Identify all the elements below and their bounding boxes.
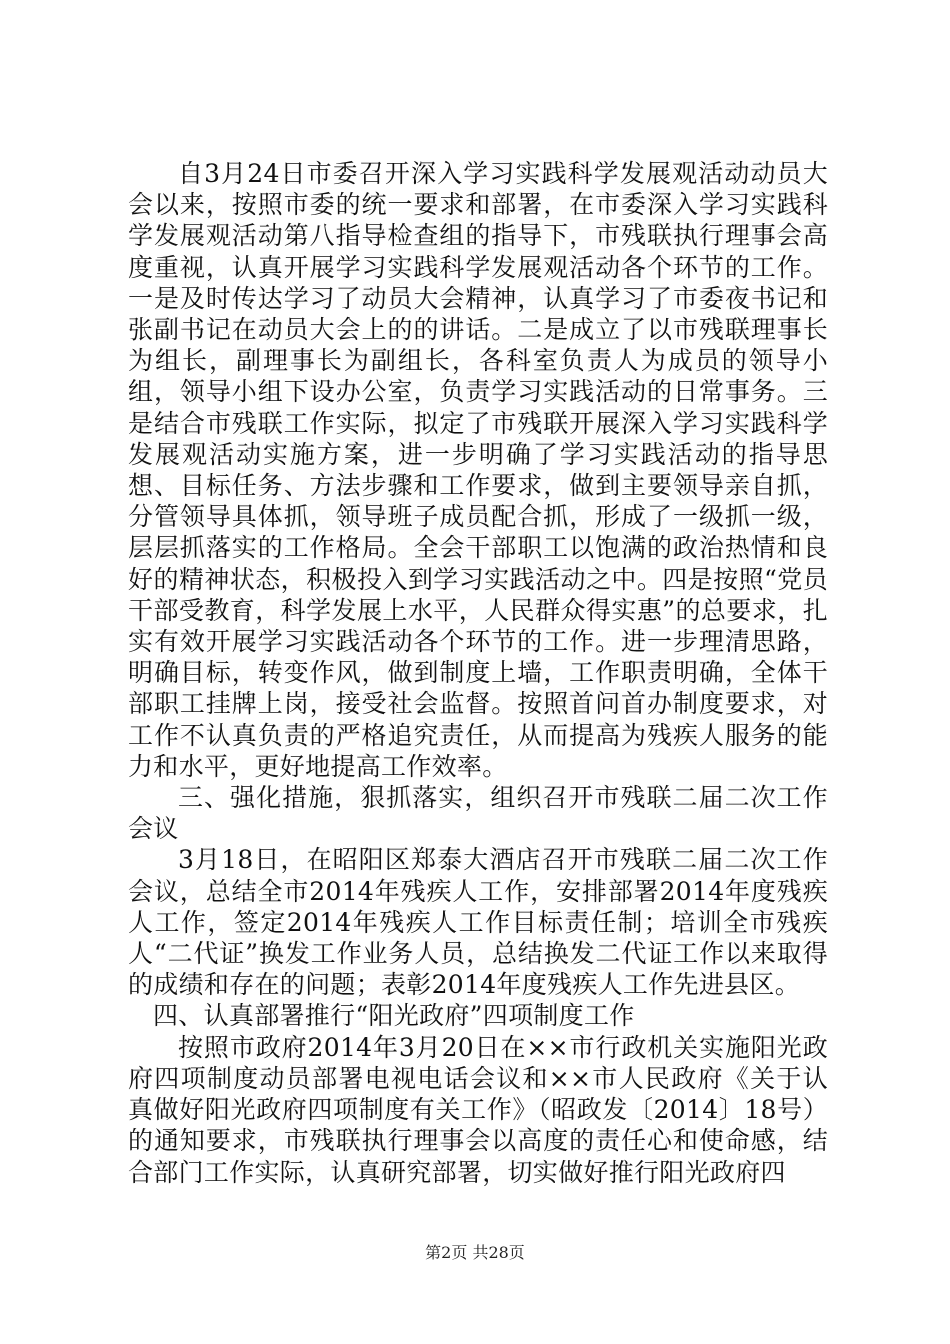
section-heading-four: 四、认真部署推行“阳光政府”四项制度工作	[153, 1001, 635, 1031]
paragraph-sunshine-government: 按照市政府2014年3月20日在××市行政机关实施阳光政府四项制度动员部署电视电话会议和××市人民政府《关于认真做好阳光政府四项制度有关工作》（昭政发〔2014〕18号）的通知要求，市残联执行理事会以高度的责任心和使命感，结合部门工作实际，认真研究部署，切实做好推行阳光政府四	[128, 1032, 828, 1187]
section-heading-three: 三、强化措施，狠抓落实，组织召开市残联二届二次工作会议	[128, 783, 828, 844]
paragraph-study-practice: 自3月24日市委召开深入学习实践科学发展观活动动员大会以来，按照市委的统一要求和部署，在市委深入学习实践科学发展观活动第八指导检查组的指导下，市残联执行理事会高度重视，认真开展学习实践科学发展观活动各个环节的工作。一是及时传达学习了动员大会精神，认真学习了市委夜书记和张副书记在动员大会上的的讲话。二是成立了以市残联理事长为组长，副理事长为副组长，各科室负责人为成员的领导小组，领导小组下设办公室，负责学习实践活动的日常事务。三是结合市残联工作实际，拟定了市残联开展深入学习实践科学发展观活动实施方案，进一步明确了学习实践活动的指导思想、目标任务、方法步骤和工作要求，做到主要领导亲自抓，分管领导具体抓，领导班子成员配合抓，形成了一级抓一级，层层抓落实的工作格局。全会干部职工以饱满的政治热情和良好的精神状态，积极投入到学习实践活动之中。四是按照“党员干部受教育，科学发展上水平，人民群众得实惠”的总要求，扎实有效开展学习实践活动各个环节的工作。进一步理清思路，明确目标，转变作风，做到制度上墙，工作职责明确，全体干部职工挂牌上岗，接受社会监督。按照首问首办制度要求，对工作不认真负责的严格追究责任，从而提高为残疾人服务的能力和水平，更好地提高工作效率。	[128, 159, 828, 781]
page-number-footer: 第2页 共28页	[425, 1243, 525, 1262]
paragraph-meeting: 3月18日，在昭阳区郑泰大酒店召开市残联二届二次工作会议，总结全市2014年残疾人工作，安排部署2014年度残疾人工作，签定2014年残疾人工作目标责任制；培训全市残疾人“二代证”换发工作业务人员，总结换发二代证工作以来取得的成绩和存在的问题；表彰2014年度残疾人工作先进县区。	[128, 845, 828, 1000]
document-body	[128, 158, 828, 1188]
